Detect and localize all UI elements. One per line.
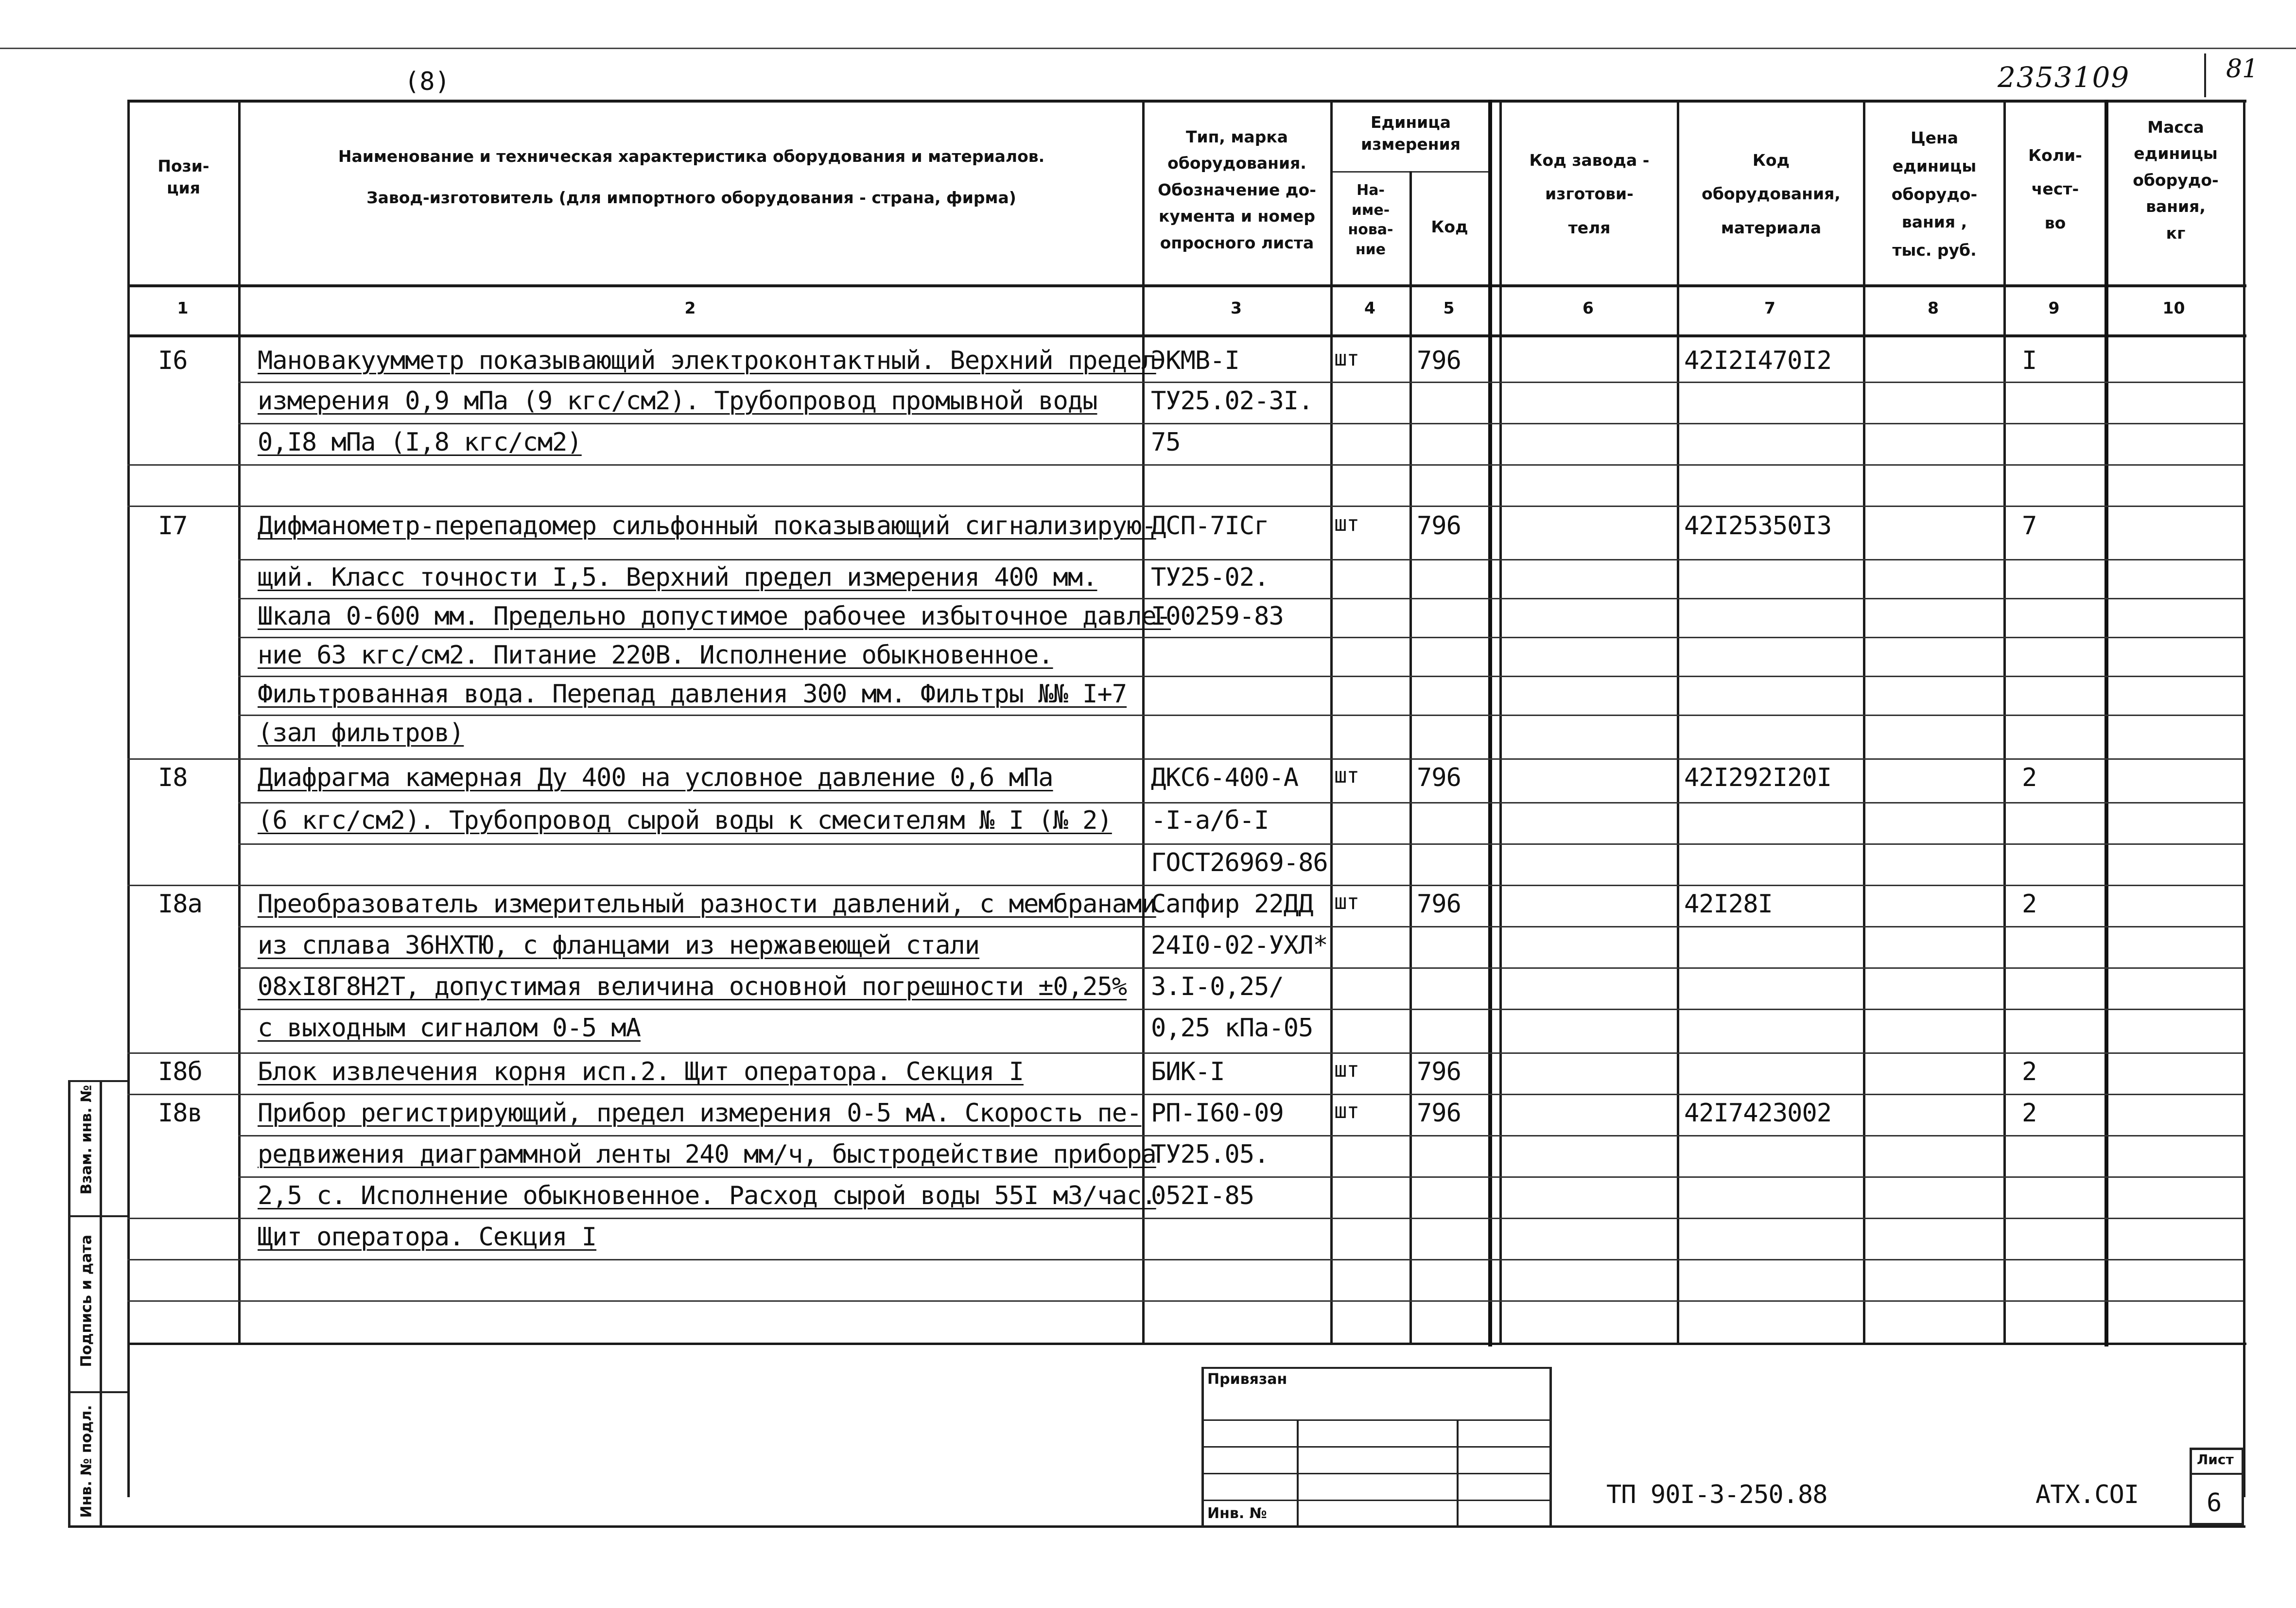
cell-pos: I8: [158, 763, 188, 792]
header-col5: Код: [1431, 217, 1468, 236]
cell-name: из сплава 36НХТЮ, с фланцами из нержавеющей стали: [258, 931, 980, 960]
cell-equip-code: 42I25350I3: [1684, 511, 1832, 541]
cell-equip-code: 42I28I: [1684, 890, 1773, 919]
inv-label: Инв. №: [1207, 1505, 1267, 1522]
cell-unit: шт: [1334, 890, 1359, 914]
cell-qty: 2: [2022, 1099, 2037, 1128]
top-rule: [0, 48, 2296, 49]
cell-name: (6 кгс/см2). Трубопровод сырой воды к смесителям № I (№ 2): [258, 806, 1112, 835]
cell-name: Преобразователь измерительный разности давлений, с мембранами: [258, 890, 1156, 919]
sidebar-podpis: Подпись и дата: [78, 1235, 95, 1367]
cell-type: ТУ25.05.: [1151, 1140, 1269, 1169]
cell-code: 796: [1417, 763, 1461, 792]
cell-type: 75: [1151, 428, 1181, 457]
cell-name: редвижения диаграммной ленты 240 мм/ч, быстродействие прибора: [258, 1140, 1156, 1169]
cell-name: Блок извлечения корня исп.2. Щит оператора. Секция I: [258, 1057, 1024, 1086]
doc-code: ТП 90I-3-250.88: [1606, 1480, 1827, 1509]
cell-name: Мановакуумметр показывающий электроконтактный. Верхний предел: [258, 346, 1156, 375]
cell-name: Дифманометр-перепадомер сильфонный показывающий сигнализирую-: [258, 511, 1156, 541]
cell-qty: I: [2022, 346, 2037, 375]
cell-pos: I8в: [158, 1099, 202, 1128]
cell-unit: шт: [1334, 346, 1359, 371]
cell-name: Щит оператора. Секция I: [258, 1223, 597, 1252]
header-col2: Наименование и техническая характеристика оборудования и материалов. Завод-изготовитель (для импортного оборудования - страна, фирма): [338, 147, 1045, 207]
cell-name: Прибор регистрирующий, предел измерения 0-5 мА. Скорость пе-: [258, 1099, 1142, 1128]
cell-type: I00259-83: [1151, 602, 1284, 631]
sidebar-vzam: Взам. инв. №: [78, 1084, 95, 1195]
header-col4: На- име- нова- ние: [1348, 182, 1393, 258]
cell-equip-code: 42I7423002: [1684, 1099, 1832, 1128]
cell-code: 796: [1417, 1099, 1461, 1128]
sidebar-inv-podl: Инв. № подл.: [78, 1405, 95, 1518]
cell-unit: шт: [1334, 1057, 1359, 1082]
cell-type: 24I0-02-УХЛ*: [1151, 931, 1328, 960]
cell-type: РП-I60-09: [1151, 1099, 1284, 1128]
cell-type: 3.I-0,25/: [1151, 972, 1284, 1001]
header-col3: Тип, марка оборудования. Обозначение до- кумента и номер опросного листа: [1158, 127, 1316, 252]
cell-pos: I8б: [158, 1057, 202, 1086]
cell-name: с выходным сигналом 0-5 мА: [258, 1014, 641, 1043]
cell-pos: I8а: [158, 890, 202, 919]
cell-qty: 2: [2022, 1057, 2037, 1086]
cell-name: 0,I8 мПа (I,8 кгс/см2): [258, 428, 582, 457]
cell-name: (зал фильтров): [258, 718, 464, 748]
doc-number: 2353109: [1998, 61, 2130, 94]
cell-code: 796: [1417, 346, 1461, 375]
sheet-number: 6: [2207, 1488, 2222, 1518]
cell-type: ДСП-7IСг: [1151, 511, 1269, 541]
header-col8: Цена единицы оборудо- вания , тыс. руб.: [1891, 128, 1978, 260]
cell-name: Шкала 0-600 мм. Предельно допустимое рабочее избыточное давле-: [258, 602, 1171, 631]
cell-type: Сапфир 22ДД: [1151, 890, 1313, 919]
page-number: 81: [2226, 54, 2259, 84]
cell-type: ТУ25-02.: [1151, 563, 1269, 592]
header-col1: Пози- ция: [157, 157, 209, 197]
cell-name: Диафрагма камерная Ду 400 на условное давление 0,6 мПа: [258, 763, 1053, 792]
cell-code: 796: [1417, 1057, 1461, 1086]
cell-name: ние 63 кгс/см2. Питание 220В. Исполнение обыкновенное.: [258, 641, 1053, 670]
cell-code: 796: [1417, 511, 1461, 541]
cell-type: 052I-85: [1151, 1181, 1254, 1210]
cell-qty: 2: [2022, 763, 2037, 792]
cell-qty: 7: [2022, 511, 2037, 541]
cell-pos: I6: [158, 346, 188, 375]
cell-unit: шт: [1334, 511, 1359, 536]
header-units-group: Единица измерения: [1361, 113, 1461, 154]
cell-unit: шт: [1334, 1099, 1359, 1123]
page-marker: (8): [404, 67, 450, 96]
cell-type: -I-а/б-I: [1151, 806, 1269, 835]
cell-name: 2,5 с. Исполнение обыкновенное. Расход сырой воды 55I м3/час.: [258, 1181, 1156, 1210]
page-number-divider: [2204, 53, 2206, 97]
bound-label: Привязан: [1207, 1371, 1287, 1388]
cell-type: 0,25 кПа-05: [1151, 1014, 1313, 1043]
sheet-label: Лист: [2197, 1451, 2234, 1468]
cell-equip-code: 42I292I20I: [1684, 763, 1832, 792]
header-col6: Код завода - изготови- теля: [1529, 151, 1650, 237]
cell-code: 796: [1417, 890, 1461, 919]
cell-type: ЭКМВ-I: [1151, 346, 1239, 375]
cell-equip-code: 42I2I470I2: [1684, 346, 1832, 375]
cell-type: ГОСТ26969-86: [1151, 848, 1328, 877]
cell-pos: I7: [158, 511, 188, 541]
cell-type: ТУ25.02-3I.: [1151, 386, 1313, 416]
header-col9: Коли- чест- во: [2028, 146, 2082, 232]
cell-type: БИК-I: [1151, 1057, 1225, 1086]
cell-unit: шт: [1334, 763, 1359, 788]
header-col7: Код оборудования, материала: [1702, 151, 1841, 237]
cell-name: 08хI8Г8Н2Т, допустимая величина основной погрешности ±0,25%: [258, 972, 1127, 1001]
section-code: АТХ.СОI: [2035, 1480, 2139, 1509]
cell-qty: 2: [2022, 890, 2037, 919]
cell-name: Фильтрованная вода. Перепад давления 300 мм. Фильтры №№ I+7: [258, 680, 1127, 709]
cell-name: щий. Класс точности I,5. Верхний предел измерения 400 мм.: [258, 563, 1097, 592]
cell-name: измерения 0,9 мПа (9 кгс/см2). Трубопровод промывной воды: [258, 386, 1097, 416]
cell-type: ДКС6-400-А: [1151, 763, 1299, 792]
header-col10: Масса единицы оборудо- вания, кг: [2133, 118, 2219, 243]
